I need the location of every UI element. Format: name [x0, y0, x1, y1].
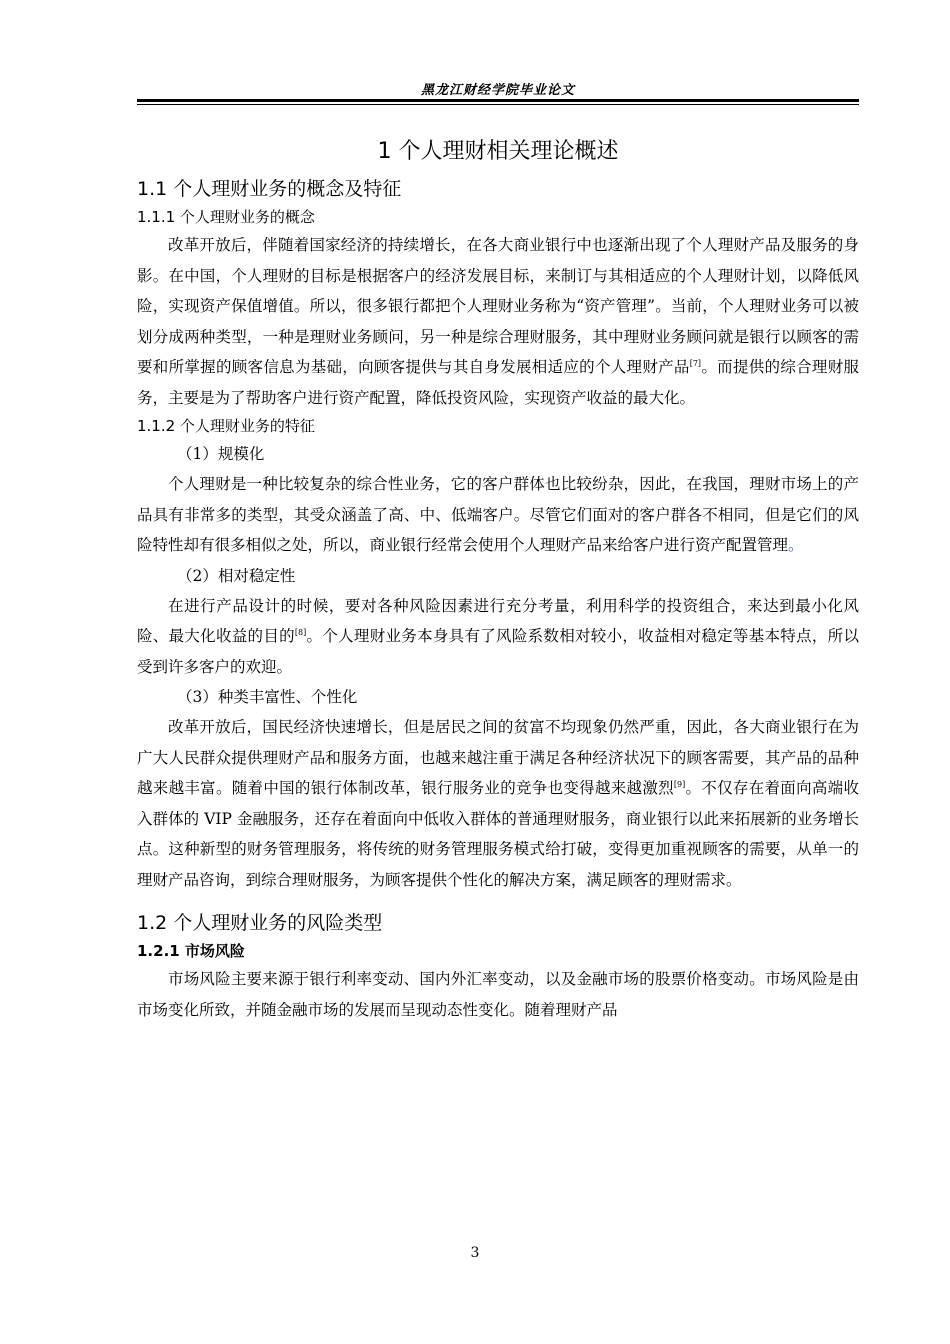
citation-ref: [9] [673, 779, 686, 789]
paragraph-text: 。而提供的综合理财服务，主要是为了帮助客户进行资产配置，降低投资风险，实现资产收益的最大化。 [137, 358, 859, 407]
running-header: 黑龙江财经学院毕业论文 [420, 83, 575, 98]
header-rule-thick [137, 99, 859, 102]
citation-ref: [7] [689, 358, 702, 368]
header-rule-thin [137, 104, 859, 105]
citation-ref: [8] [294, 627, 307, 637]
subsection-title-1-1-1: 1.1.1 个人理财业务的概念 [137, 208, 315, 226]
paragraph-text: 。个人理财业务本身具有了风险系数相对较小，收益相对稳定等基本特点，所以受到许多客户的欢迎。 [137, 627, 859, 676]
section-gap [137, 895, 859, 908]
section-title-1-1: 1.1 个人理财业务的概念及特征 [137, 178, 402, 200]
paragraph-scale [137, 469, 859, 561]
paragraph-variety [137, 712, 859, 895]
section-title-1-2: 1.2 个人理财业务的风险类型 [137, 912, 383, 934]
paragraph-market-risk: 市场风险主要来源于银行利率变动、国内外汇率变动，以及金融市场的股票价格变动。市场风险是由市场变化所致，并随金融市场的发展而呈现动态性变化。随着理财产品 [137, 970, 859, 1019]
paragraph-period: 。 [788, 536, 804, 554]
paragraph-concept [137, 230, 859, 413]
list-item-variety: （3）种类丰富性、个性化 [177, 688, 358, 706]
page-body [137, 132, 859, 1025]
list-item-scale: （1）规模化 [177, 445, 265, 463]
paragraph-text: 。不仅存在着面向高端收入群体的 VIP 金融服务，还存在着面向中低收入群体的普通理财服务，商业银行以此来拓展新的业务增长点。这种新型的财务管理服务，将传统的财务管理服务模式给打破，变得更加重视顾客的需要，从单一的理财产品咨询，到综合理财服务，为顾客提供个性化的解决方案，满足顾客的理财需求。 [137, 779, 859, 889]
paragraph-stability [137, 591, 859, 683]
chapter-title: 1 个人理财相关理论概述 [377, 139, 619, 164]
paragraph-text: 改革开放后，国民经济快速增长，但是居民之间的贫富不均现象仍然严重，因此，各大商业银行在为广大人民群众提供理财产品和服务方面，也越来越注重于满足各种经济状况下的顾客需要，其产品的品种越来越丰富。随着中国的银行体制改革，银行服务业的竞争也变得越来越激烈 [137, 718, 859, 797]
list-item-stability: （2）相对稳定性 [177, 566, 296, 585]
subsection-title-1-1-2: 1.1.2 个人理财业务的特征 [137, 417, 315, 435]
paragraph-text: 个人理财是一种比较复杂的综合性业务，它的客户群体也比较纷杂，因此，在我国，理财市场上的产品具有非常多的类型，其受众涵盖了高、中、低端客户。尽管它们面对的客户群各不相同，但是它们的风险特性却有很多相似之处，所以，商业银行经常会使用个人理财产品来给客户进行资产配置管理 [137, 475, 859, 554]
subsection-title-1-2-1: 1.2.1 市场风险 [137, 942, 245, 960]
paragraph-text: 在进行产品设计的时候，要对各种风险因素进行充分考量，利用科学的投资组合，来达到最小化风险、最大化收益的目的 [137, 596, 859, 645]
page-number: 3 [470, 1245, 480, 1261]
paragraph-text: 改革开放后，伴随着国家经济的持续增长，在各大商业银行中也逐渐出现了个人理财产品及服务的身影。在中国，个人理财的目标是根据客户的经济发展目标，来制订与其相适应的个人理财计划，以降低风险，实现资产保值增值。所以，很多银行都把个人理财业务称为“资产管理”。当前，个人理财业务可以被划分成两种类型，一种是理财业务顾问，另一种是综合理财服务，其中理财业务顾问就是银行以顾客的需要和所掌握的顾客信息为基础，向顾客提供与其自身发展相适应的个人理财产品 [137, 236, 859, 376]
